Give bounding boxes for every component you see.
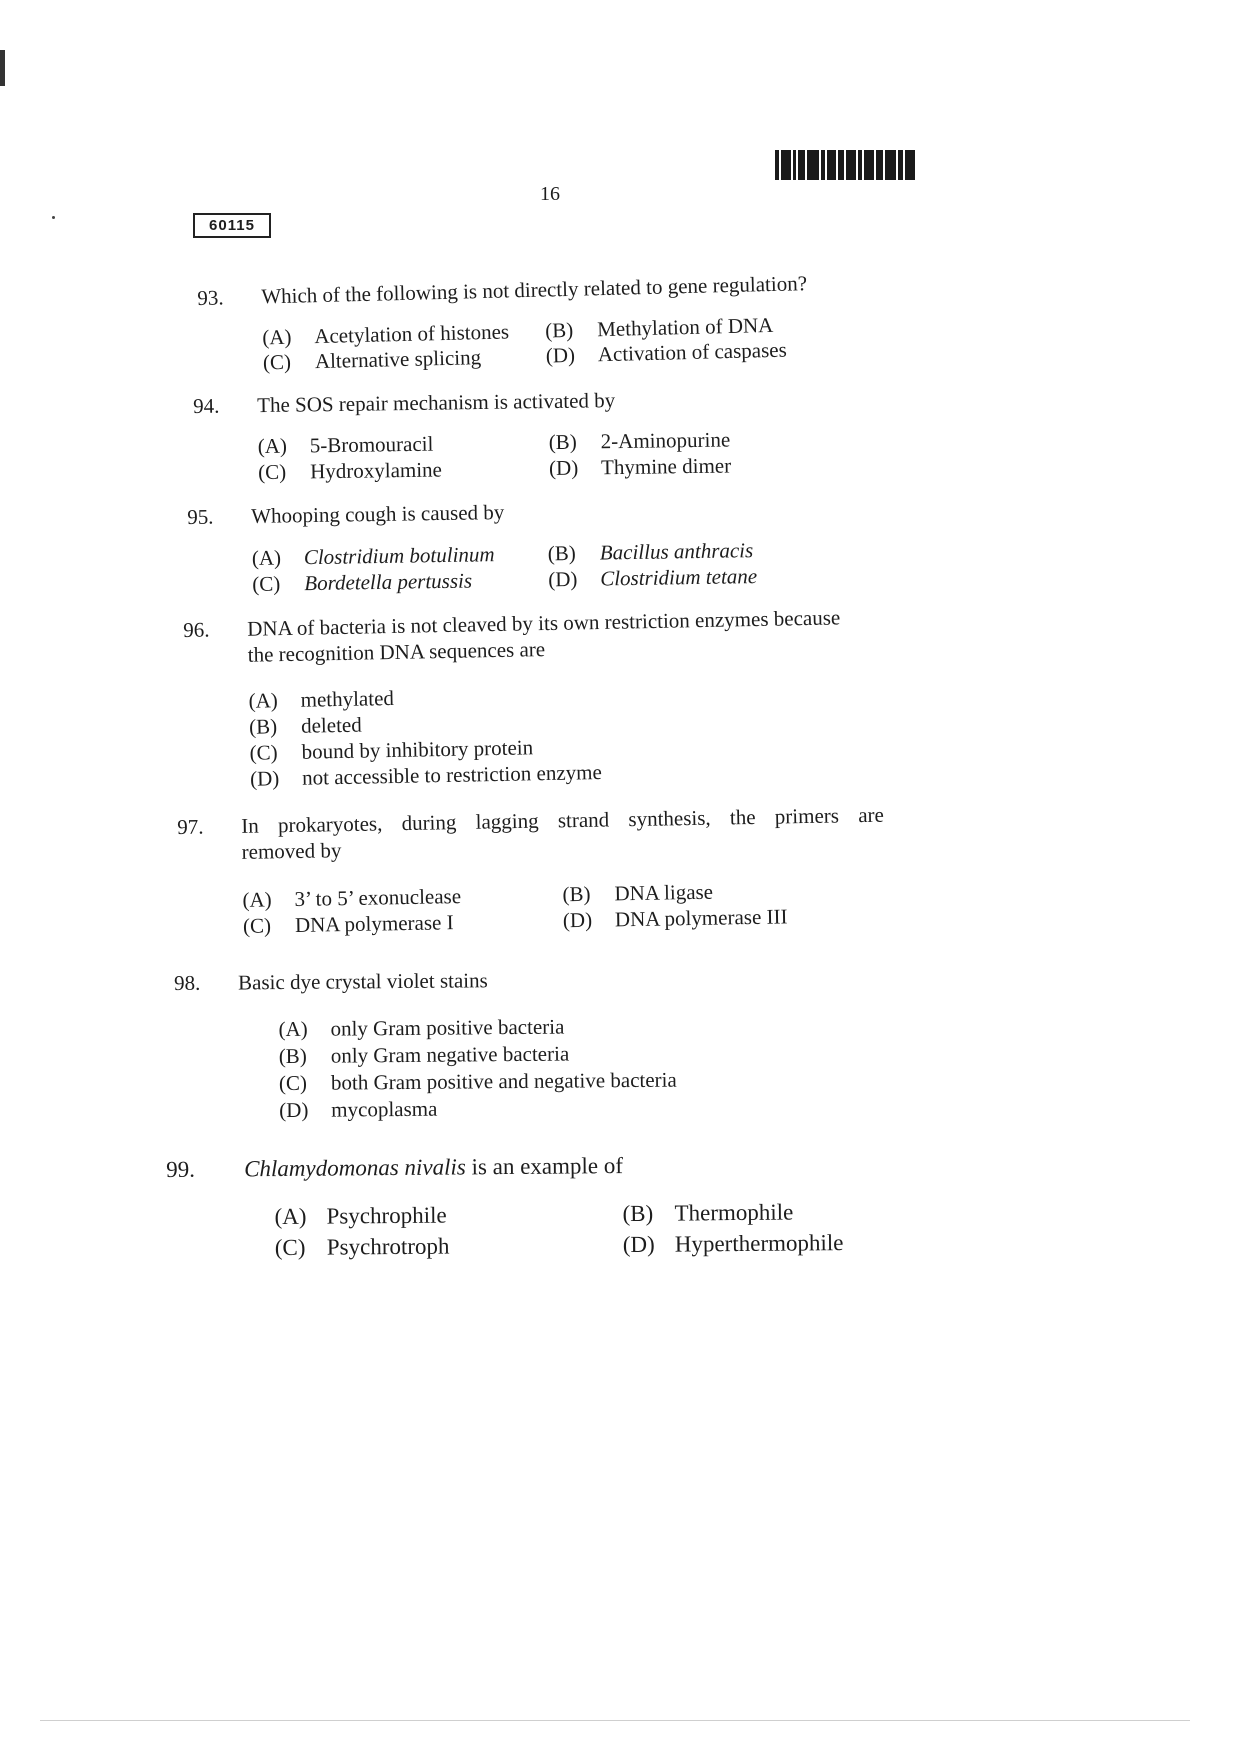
option-d[interactable]: (D) mycoplasma [279, 1096, 438, 1123]
option-c[interactable]: (C) Hydroxylamine [257, 457, 443, 485]
option-c[interactable]: (C) both Gram positive and negative bacteria [278, 1067, 677, 1096]
option-c[interactable]: (C) Bordetella pertussis [252, 568, 473, 596]
question-text: The SOS repair mechanism is activated by [257, 388, 616, 418]
option-a[interactable]: (A) 3’ to 5’ exonuclease [242, 884, 462, 912]
option-b[interactable]: (B) Methylation of DNA [544, 312, 774, 343]
question-number: 94. [193, 393, 220, 418]
question-text-line-1: In prokaryotes, during lagging strand synthesis, the primers are [241, 802, 885, 838]
option-d[interactable]: (D) Activation of caspases [545, 337, 788, 368]
scan-bottom-line [40, 1720, 1190, 1721]
option-c[interactable]: (C) bound by inhibitory protein [249, 735, 534, 765]
question-text-line-2: removed by [241, 838, 342, 864]
option-d[interactable]: (D) DNA polymerase III [562, 904, 788, 933]
option-d[interactable]: (D) Hyperthermophile [622, 1230, 844, 1258]
question-number: 95. [187, 504, 214, 529]
option-a[interactable]: (A) methylated [248, 685, 395, 713]
option-b[interactable]: (B) Bacillus anthracis [547, 538, 754, 566]
option-b[interactable]: (B) only Gram negative bacteria [278, 1041, 570, 1069]
scan-edge-mark [0, 50, 5, 86]
option-a[interactable]: (A) Psychrophile [274, 1202, 447, 1230]
option-c[interactable]: (C) Alternative splicing [262, 345, 482, 375]
question-number: 93. [197, 285, 224, 310]
option-d[interactable]: (D) not accessible to restriction enzyme [249, 759, 603, 791]
barcode-image [775, 150, 915, 180]
option-b[interactable]: (B) DNA ligase [562, 879, 714, 907]
question-number: 97. [177, 814, 204, 839]
option-a[interactable]: (A) Acetylation of histones [262, 319, 510, 350]
question-text: Basic dye crystal violet stains [238, 968, 488, 995]
option-b[interactable]: (B) deleted [248, 712, 362, 739]
question-number: 98. [174, 970, 201, 995]
option-d[interactable]: (D) Clostridium tetane [548, 564, 758, 592]
option-a[interactable]: (A) 5-Bromouracil [257, 431, 434, 459]
option-b[interactable]: (B) 2-Aminopurine [548, 427, 731, 455]
option-d[interactable]: (D) Thymine dimer [548, 453, 732, 481]
option-b[interactable]: (B) Thermophile [622, 1199, 794, 1227]
option-a[interactable]: (A) Clostridium botulinum [251, 542, 495, 570]
question-text: Which of the following is not directly related to gene regulation? [261, 271, 808, 309]
question-text: Whooping cough is caused by [251, 500, 505, 528]
question-text-line-1: DNA of bacteria is not cleaved by its own restriction enzymes because [247, 605, 841, 641]
paper-code-box: 60115 [193, 213, 271, 238]
option-a[interactable]: (A) only Gram positive bacteria [278, 1014, 565, 1042]
option-c[interactable]: (C) DNA polymerase I [242, 910, 454, 938]
question-text-line-2: the recognition DNA sequences are [247, 637, 546, 667]
question-number: 96. [183, 617, 210, 642]
scan-dot [52, 216, 55, 219]
question-number: 99. [166, 1156, 195, 1182]
option-c[interactable]: (C) Psychrotroph [274, 1233, 450, 1261]
page-number: 16 [540, 183, 560, 205]
question-text: Chlamydomonas nivalis is an example of [244, 1153, 624, 1182]
